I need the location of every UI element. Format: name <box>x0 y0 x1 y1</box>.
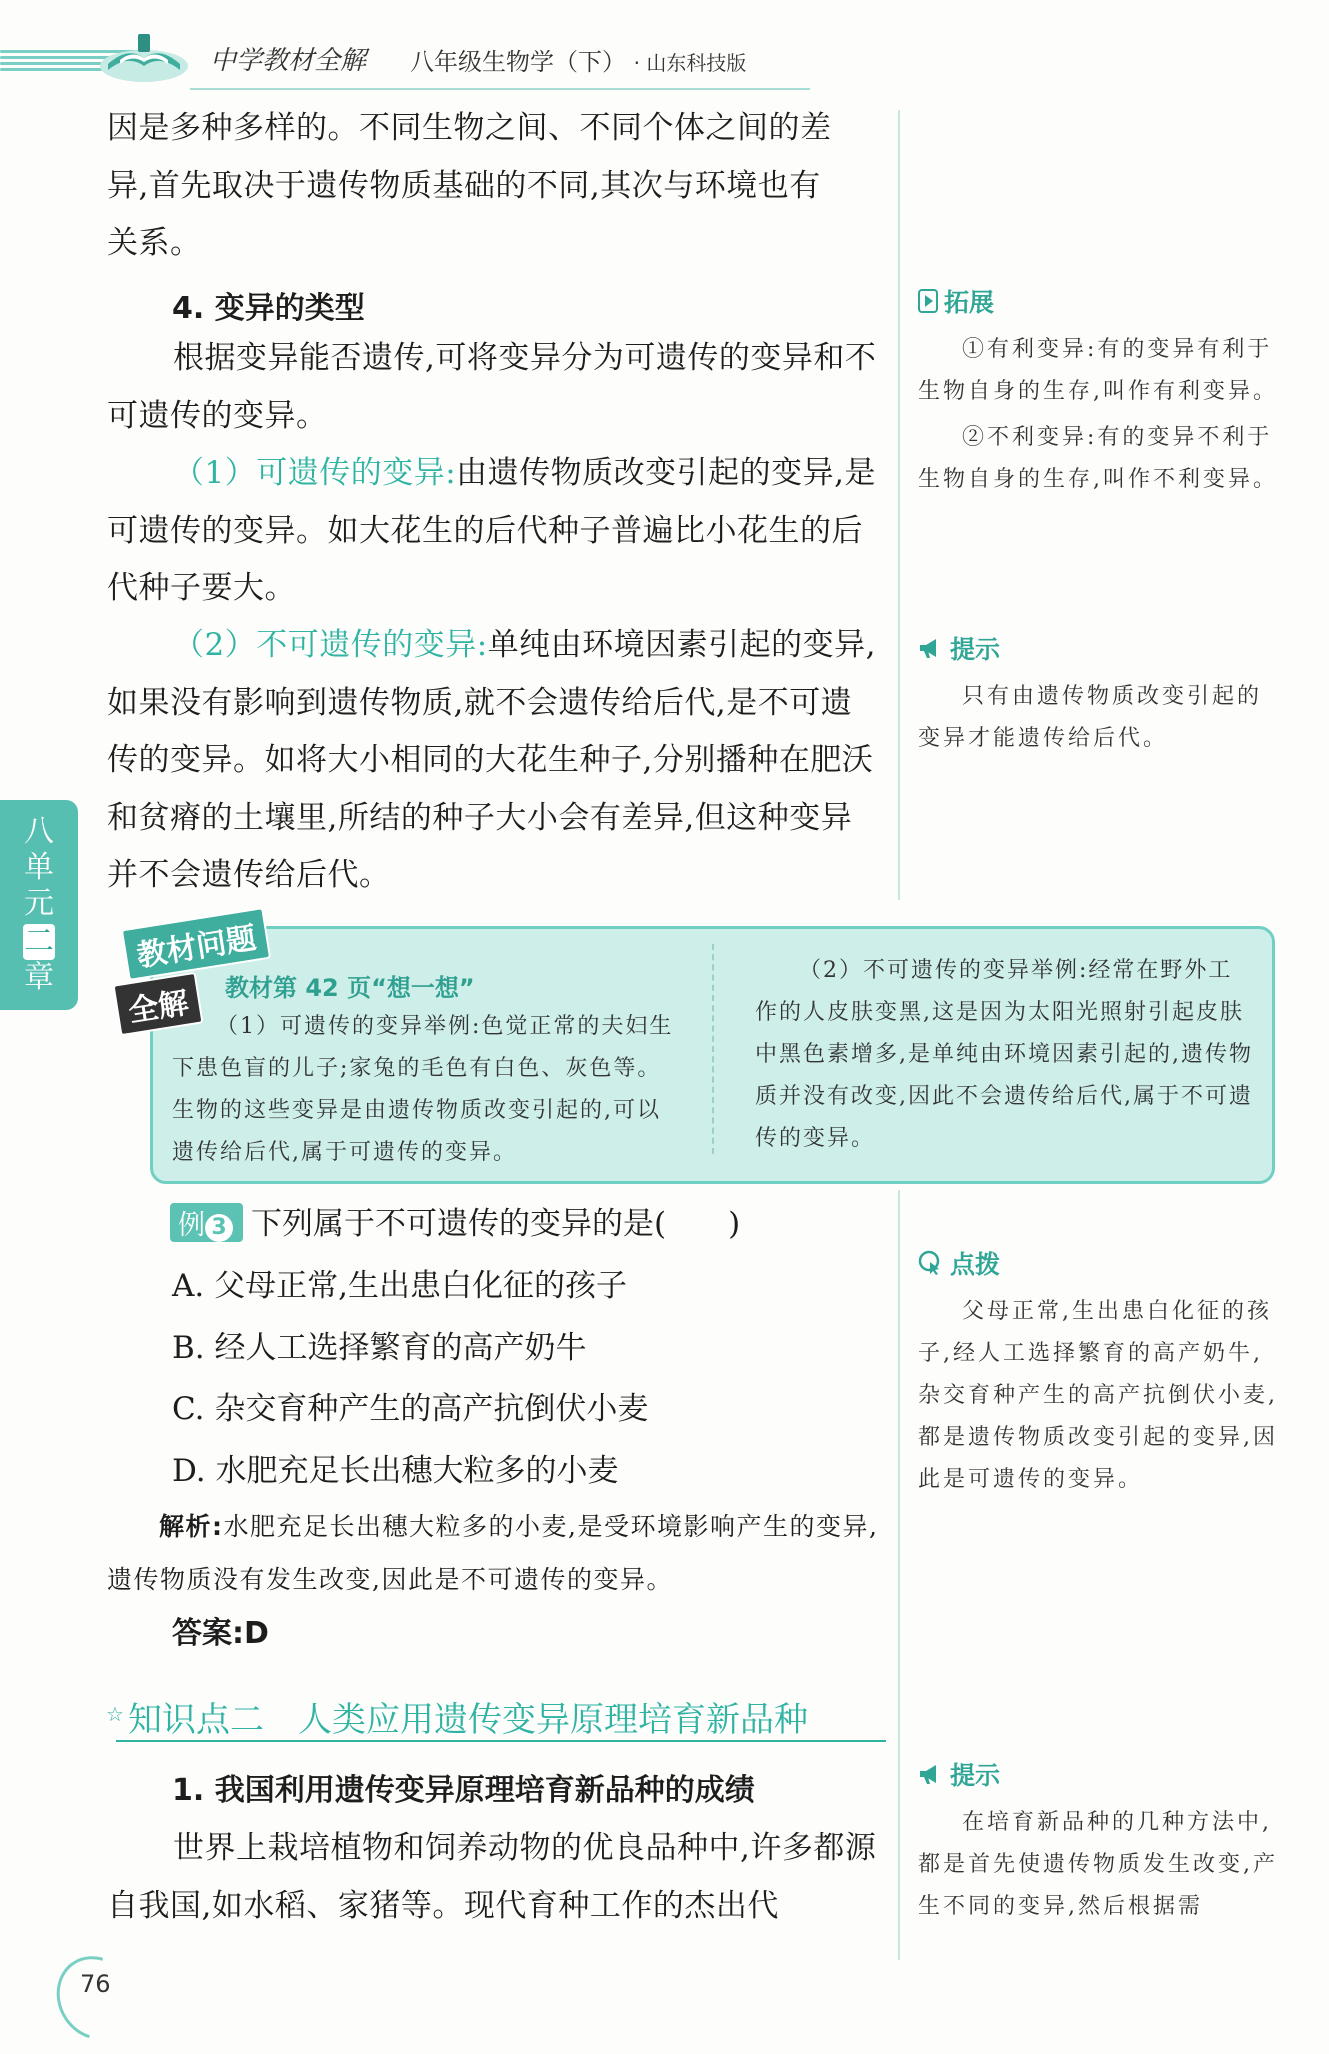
note-hint-title: 提示 <box>950 1761 1001 1790</box>
page-header <box>0 0 1329 100</box>
note-hint-title: 提示 <box>950 635 1001 664</box>
intro-line: 关系。 <box>107 225 202 261</box>
note-hint-text: 在培育新品种的几种方法中,都是首先使遗传物质发生改变,产生不同的变异,然后根据需 <box>918 1810 1278 1919</box>
intro-paragraph <box>107 100 877 273</box>
megaphone-icon <box>918 1762 944 1786</box>
analysis-label: 解析: <box>159 1512 224 1541</box>
example-number: 3 <box>205 1214 233 1242</box>
header-rule <box>190 88 810 90</box>
note-hint-2 <box>918 1756 1278 1928</box>
knowledge-point-title: 知识点二 人类应用遗传变异原理培育新品种 <box>128 1700 808 1740</box>
section-text: 根据变异能否遗传,可将变异分为可遗传的变异和不可遗传的变异。 <box>107 340 877 434</box>
analysis <box>107 1500 887 1606</box>
option-b: B. 经人工选择繁育的高产奶牛 <box>172 1330 587 1366</box>
question-answer-right <box>755 950 1255 1160</box>
note-expand <box>918 283 1278 501</box>
question-reference: 教材第 42 页“想一想” <box>225 974 475 1002</box>
note-hint-1 <box>918 630 1278 760</box>
note-expand-title: 拓展 <box>944 288 995 317</box>
pointer-hand-icon <box>918 1250 944 1276</box>
note-tip <box>918 1245 1278 1501</box>
note-expand-item: ①有利变异:有的变异有利于生物自身的生存,叫作有利变异。 <box>918 337 1278 404</box>
column-divider-bottom <box>898 1190 900 1960</box>
intro-line: 因是多种多样的。不同生物之间、不同个体之间的差 <box>107 110 832 146</box>
intro-line: 异,首先取决于遗传物质基础的不同,其次与环境也有 <box>107 167 821 204</box>
example-label <box>170 1203 243 1242</box>
option-d: D. 水肥充足长出穗大粒多的小麦 <box>172 1453 619 1489</box>
question-right-text: （2）不可遗传的变异举例:经常在野外工作的人皮肤变黑,这是因为太阳光照射引起皮肤中黑色素增多,是单纯由环境因素引起的,遗传物质并没有改变,因此不会遗传给后代,属于不可遗传的变异。 <box>755 958 1253 1151</box>
star-icon: ☆ <box>106 1702 124 1726</box>
example-stem <box>170 1198 740 1243</box>
section-heading: 4. 变异的类型 <box>172 291 365 326</box>
badge-bottom: 全解 <box>112 972 203 1037</box>
page-number: 76 <box>80 1970 111 1998</box>
note-expand-item: ②不利变异:有的变异不利于生物自身的生存,叫作不利变异。 <box>918 425 1278 492</box>
unit-tab-text <box>20 814 58 996</box>
note-hint-text: 只有由遗传物质改变引起的变异才能遗传给后代。 <box>918 684 1263 751</box>
megaphone-icon <box>918 636 944 660</box>
note-tip-text: 父母正常,生出患白化征的孩子,经人工选择繁育的高产奶牛,杂交育种产生的高产抗倒伏小麦,都是遗传物质改变引起的变异,因此是可遗传的变异。 <box>918 1299 1278 1492</box>
kp-sub-heading: 1. 我国利用遗传变异原理培育新品种的成绩 <box>172 1773 755 1808</box>
example-label-text: 例 <box>178 1210 205 1241</box>
question-answer-left <box>172 1006 682 1174</box>
series-title: 中学教材全解 <box>210 46 367 76</box>
nonheritable-paragraph <box>107 617 877 905</box>
analysis-text: 水肥充足长出穗大粒多的小麦,是受环境影响产生的变异,遗传物质没有发生改变,因此是不可遗传的变异。 <box>107 1512 879 1594</box>
heritable-paragraph <box>107 445 877 618</box>
book-subtitle <box>410 42 746 77</box>
section-paragraph <box>107 330 877 445</box>
note-tip-title: 点拨 <box>950 1250 1001 1279</box>
unit-tab-top: 八单元 <box>24 814 54 921</box>
unit-tab-number: 二 <box>24 924 54 959</box>
knowledge-point-heading <box>106 1690 876 1742</box>
grade-subject: 八年级生物学（下） <box>410 48 626 76</box>
heritable-text: 由遗传物质改变引起的变异,是可遗传的变异。如大花生的后代种子普遍比小花生的后代种子要大。 <box>107 455 877 606</box>
heritable-label: （1）可遗传的变异: <box>173 455 457 491</box>
option-a: A. 父母正常,生出患白化征的孩子 <box>172 1268 627 1304</box>
unit-tab-bottom: 章 <box>24 960 54 995</box>
question-left-text: （1）可遗传的变异举例:色觉正常的夫妇生下患色盲的儿子;家兔的毛色有白色、灰色等。生物的这些变异是由遗传物质改变引起的,可以遗传给后代,属于可遗传的变异。 <box>172 1014 674 1165</box>
nonheritable-text: 单纯由环境因素引起的变异,如果没有影响到遗传物质,就不会遗传给后代,是不可遗传的变异。如将大小相同的大花生种子,分别播种在肥沃和贫瘠的土壤里,所结的种子大小会有差异,但这种变异并不会遗传给后代。 <box>107 627 877 893</box>
question-box-divider <box>712 944 714 1154</box>
publisher: · 山东科技版 <box>633 51 747 75</box>
kp-paragraph <box>107 1820 877 1935</box>
book-logo-icon <box>98 26 190 88</box>
knowledge-point-rule <box>116 1740 886 1742</box>
badge-top: 教材问题 <box>121 907 271 981</box>
answer: 答案:D <box>172 1616 269 1651</box>
nonheritable-label: （2）不可遗传的变异: <box>173 627 488 663</box>
unit-side-tab <box>0 800 78 1010</box>
play-triangle-icon <box>918 289 938 313</box>
option-c: C. 杂交育种产生的高产抗倒伏小麦 <box>172 1391 649 1427</box>
column-divider-top <box>898 110 900 900</box>
example-question: 下列属于不可遗传的变异的是( ) <box>251 1206 741 1242</box>
kp-text: 世界上栽培植物和饲养动物的优良品种中,许多都源自我国,如水稻、家猪等。现代育种工作的杰出代 <box>107 1830 877 1924</box>
